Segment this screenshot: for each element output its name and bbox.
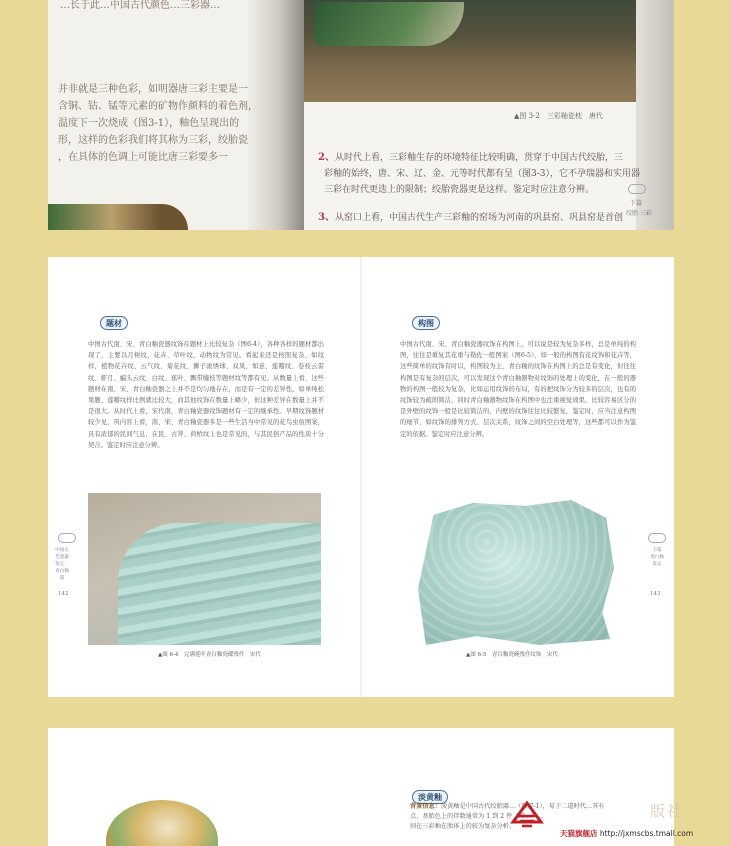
para3-number: 3、 [318,212,335,223]
watermark-store: 天猫旗舰店 [560,829,598,838]
left-page-number: 142 [58,591,69,597]
celadon-bowl-photo [418,497,614,645]
figure-caption: ▲图 3-2 三彩釉瓷枕 唐代 [514,112,603,120]
para2-number: 2、 [318,152,335,163]
left-line-0: …长于此…中国古代颜色…三彩器… [60,0,220,11]
publisher-logo-icon [510,800,544,830]
left-side-label: 中国古代瓷器鉴定：青白釉篇 [55,548,69,581]
celadon-glaze-pattern [118,523,321,645]
watermark-store-link[interactable] [560,828,693,839]
side-chapter-label: 下篇 [630,200,643,207]
left-figure-caption: ▲图 6-4 完满莲叶青白釉瓷碟残件 宋代 [158,652,261,658]
left-chapter-tab-icon [58,533,76,543]
left-body-text: 中国古代南、宋、青白釉瓷器纹饰在题材上比较复杂（图6-4），各种各样的题材都出现了，主要以月树纹、花卉、草叶纹、动物纹为常见。看起来还是按照复杂、如纹样，植物花卉纹、云气纹、菊花纹、狮子滚绣球、双凤、如意、莲瓣纹、卷枝云雷纹、虾月、蝠头云纹、白纹、蕉叶、飘带缠枝等题材纹等都有见。从数量上看，这些题材在南、宋、青白釉瓷器之上并不是均匀地存在，而是有一定的差异性。如单纯松果题、莲瓣纹样比例就比较大，而其他纹饰在数量上略少，但这种差异在数量上并不是很大。从时代上看，宋代南，青白釉瓷器纹饰题材有一定的继承性。早期纹饰题材较少见，巩内容上看，南、宋、青白釉瓷器多是一些生活当中常见的花鸟虫鱼图案，具有浓郁的民间气息，在民、古拜、荷桥纹上也是常见的，与其民俗产品的性质十分契合。鉴定时应注意分辨。 [88,341,324,449]
right-page-number: 143 [650,591,661,597]
sancai-pillow-photo [304,0,674,102]
left-line-2: 含铜、钴、锰等元素的矿物作颜料的着色剂， [58,101,258,112]
right-figure-caption: ▲图 6-5 青白釉瓷碗残件纹饰 宋代 [466,652,558,658]
section-tag-composition: 构图 [412,316,440,330]
background-info-title: 背景信息： [410,803,441,810]
sancai-egg-photo [106,800,218,846]
sancai-relic-photo [48,204,188,230]
spread-fold [360,257,362,697]
section-tag-subject: 题材 [100,316,128,330]
left-line-1: 并非就是三种色彩，如明器唐三彩主要是一 [58,84,248,95]
bg-line-0: 淡黄釉是中国古代绞胎器…（图 7-1），易于二道时代…其有 [440,803,605,810]
left-line-4: 形，这样的色彩我们将其称为三彩，绞胎瓷 [58,135,248,146]
left-line-5: ，在具体的色调上可能比唐三彩要多一 [58,152,228,163]
para3-text: 从窑口上看，中国古代生产三彩釉的窑场为河南的巩县窑、巩县窑是首创 [334,213,623,223]
para2-line-1: 彩釉的始终，唐、宋、辽、金、元等时代都有呈（图3-3），它不孕瑞器和实用器 [324,169,640,179]
right-chapter-tab-icon [648,533,666,543]
para2 [318,150,623,166]
section-tag-pale-yellow: 淡黄釉 [412,790,448,804]
celadon-dish-photo [88,493,321,645]
book-spread [48,257,674,697]
right-body-text: 中国古代南、宋、青白釉瓷器纹饰在构图上，可以说是较为复杂多样，总是单纯的构图，往往是重复其花重与勒佐一般图案（图6-5），如一般的构图有花纹饰和花卉等，这些简单的纹饰有时以，构图较为主，青白釉的纹饰在构图上的总是有变化，但往往构图是有复杂的层次，可以发现这个青白釉器物对纹饰的处理上的变化，在一般的器物的构图一般较为复杂，比如运用纹饰的布局，有的把纹饰分为较多的层次，也有的纹饰较为疏朗简洁，同时青白釉器物纹饰在构图中也注重视觉效果，比较容易区分的是外壁的纹饰一般是比较简洁的，内壁的纹饰往往比较繁复，鉴定时，应当注意构图的细节，如纹饰的排列方式、层次关系，纹饰之间的空白处理等，这些都可以作为鉴定的依据。鉴定时应注意分辨。 [400,341,636,438]
left-line-3: 温度下一次烧成（图3-1），釉色呈现出的 [58,118,240,129]
bg-line-1: 点，基胎色上的伴数通常为 1 到 2 件（图…）… [410,813,544,820]
right-side-label: 下篇 青白釉 鉴定 [650,548,664,567]
watermark-press: 版社 [650,802,685,820]
book-photo-top [48,0,674,230]
side-chapter-sub: 绞胎 三彩 [626,210,652,217]
page-edge [636,0,674,230]
para3 [318,210,623,226]
watermark-url: http://jxmscbs.tmall.com [597,829,694,838]
bg-line-2: 则在三彩釉在胎体上的较为复杂分析。 [410,823,516,830]
chapter-tab-icon [628,184,646,194]
book-gutter [248,0,304,230]
para2-line-0: 从时代上看，三彩釉生存的环境特征比较明确，贯穿于中国古代绞胎，三 [334,153,623,163]
para2-line-2: 三彩在时代更迭上的限制；绞胎瓷器更是这样。鉴定时应注意分辨。 [324,185,595,195]
